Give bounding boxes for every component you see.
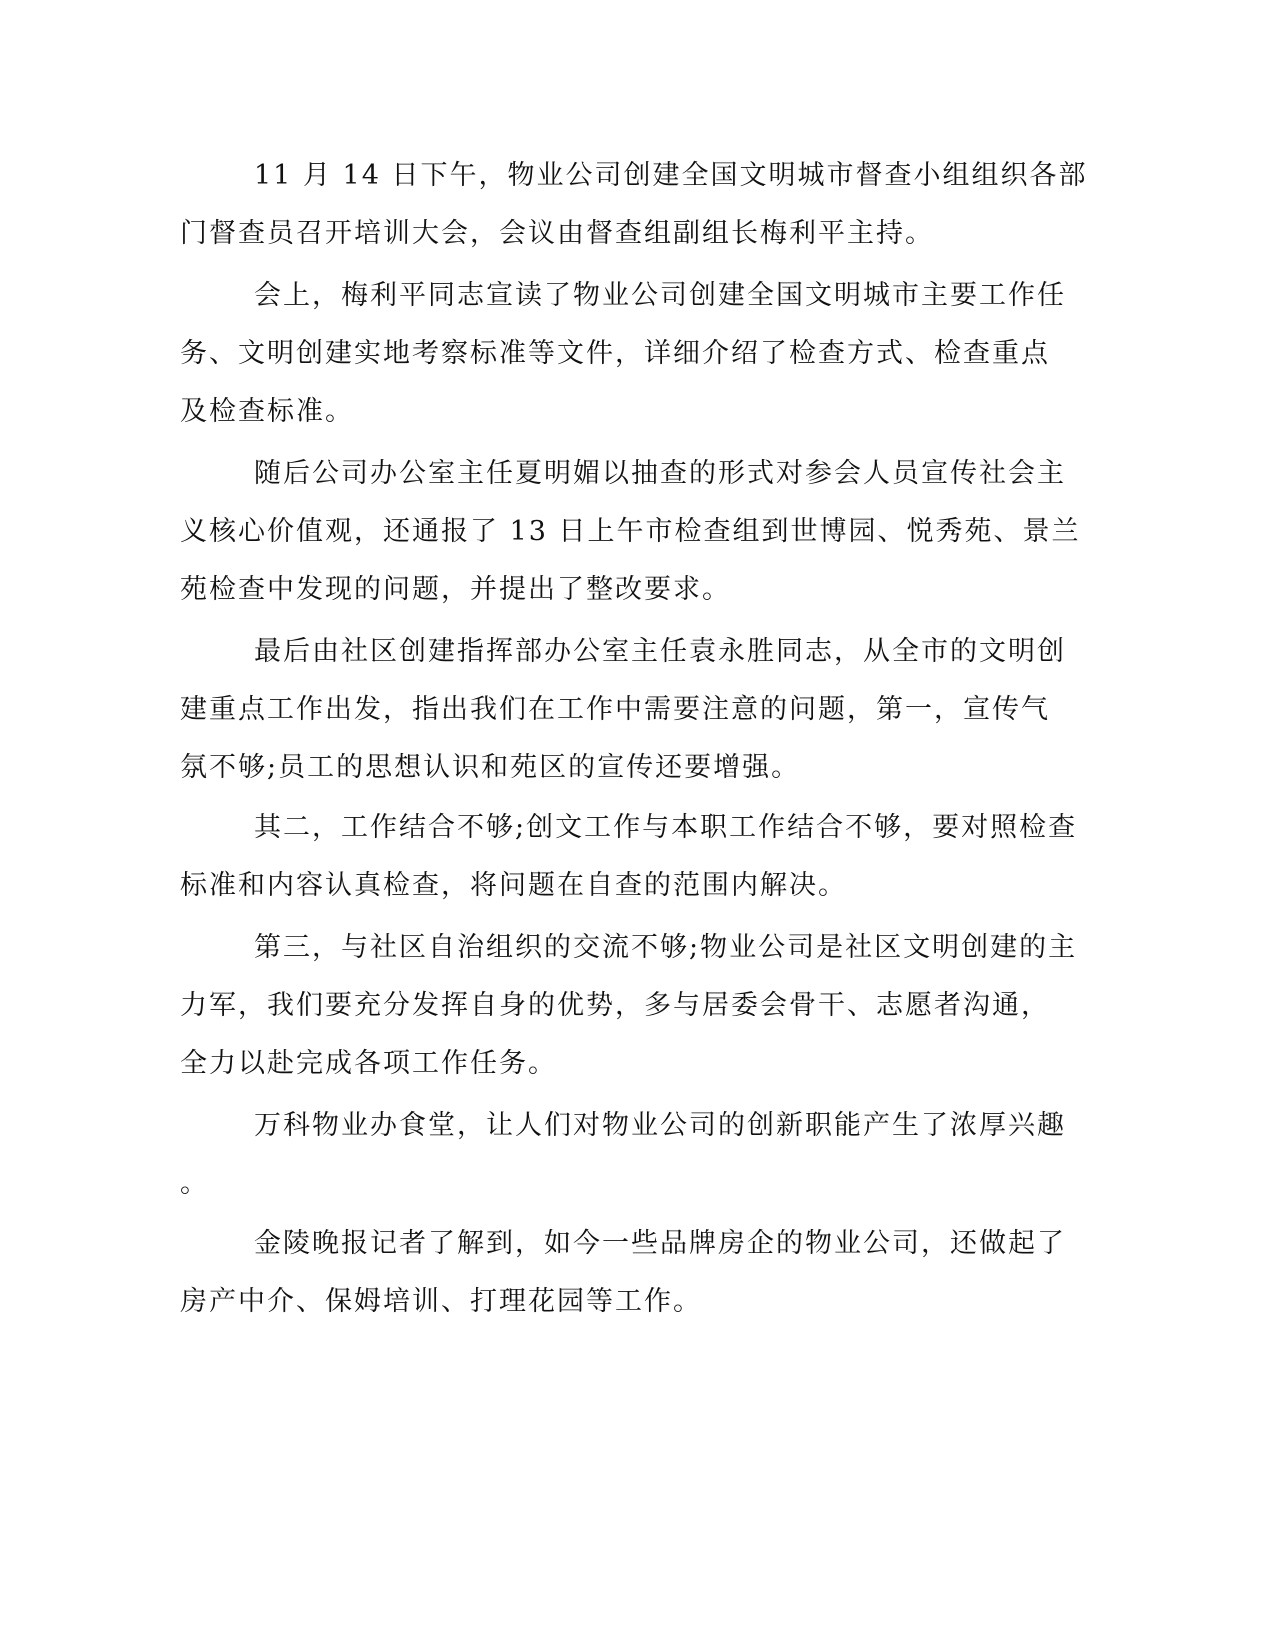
paragraph-4-line-3: 氛不够;员工的思想认识和苑区的宣传还要增强。 <box>180 752 801 783</box>
paragraph-8-line-2: 房产中介、保姆培训、打理花园等工作。 <box>180 1286 702 1317</box>
paragraph-5-line-2: 标准和内容认真检查，将问题在自查的范围内解决。 <box>180 870 847 901</box>
paragraph-6-line-2: 力军，我们要充分发挥自身的优势，多与居委会骨干、志愿者沟通， <box>180 990 1050 1021</box>
paragraph-2-line-1: 会上，梅利平同志宣读了物业公司创建全国文明城市主要工作任 <box>254 280 1066 311</box>
paragraph-2-line-3: 及检查标准。 <box>180 396 354 427</box>
paragraph-6-line-3: 全力以赴完成各项工作任务。 <box>180 1048 557 1079</box>
paragraph-8-line-1: 金陵晚报记者了解到，如今一些品牌房企的物业公司，还做起了 <box>254 1228 1066 1259</box>
paragraph-3-line-3: 苑检查中发现的问题，并提出了整改要求。 <box>180 574 731 605</box>
paragraph-6-line-1: 第三，与社区自治组织的交流不够;物业公司是社区文明创建的主 <box>254 932 1078 963</box>
paragraph-2-line-2: 务、文明创建实地考察标准等文件，详细介绍了检查方式、检查重点 <box>180 338 1050 369</box>
paragraph-4-line-1: 最后由社区创建指挥部办公室主任袁永胜同志，从全市的文明创 <box>254 636 1066 667</box>
paragraph-1-line-1: 11 月 14 日下午，物业公司创建全国文明城市督查小组组织各部 <box>254 160 1088 191</box>
paragraph-4-line-2: 建重点工作出发，指出我们在工作中需要注意的问题，第一，宣传气 <box>180 694 1050 725</box>
paragraph-1-line-2: 门督查员召开培训大会，会议由督查组副组长梅利平主持。 <box>180 218 934 249</box>
paragraph-3-line-1: 随后公司办公室主任夏明媚以抽查的形式对参会人员宣传社会主 <box>254 458 1066 489</box>
paragraph-7-line-2: 。 <box>180 1168 209 1199</box>
paragraph-5-line-1: 其二，工作结合不够;创文工作与本职工作结合不够，要对照检查 <box>254 812 1078 843</box>
paragraph-7-line-1: 万科物业办食堂，让人们对物业公司的创新职能产生了浓厚兴趣 <box>254 1110 1066 1141</box>
paragraph-3-line-2: 义核心价值观，还通报了 13 日上午市检查组到世博园、悦秀苑、景兰 <box>180 516 1081 547</box>
